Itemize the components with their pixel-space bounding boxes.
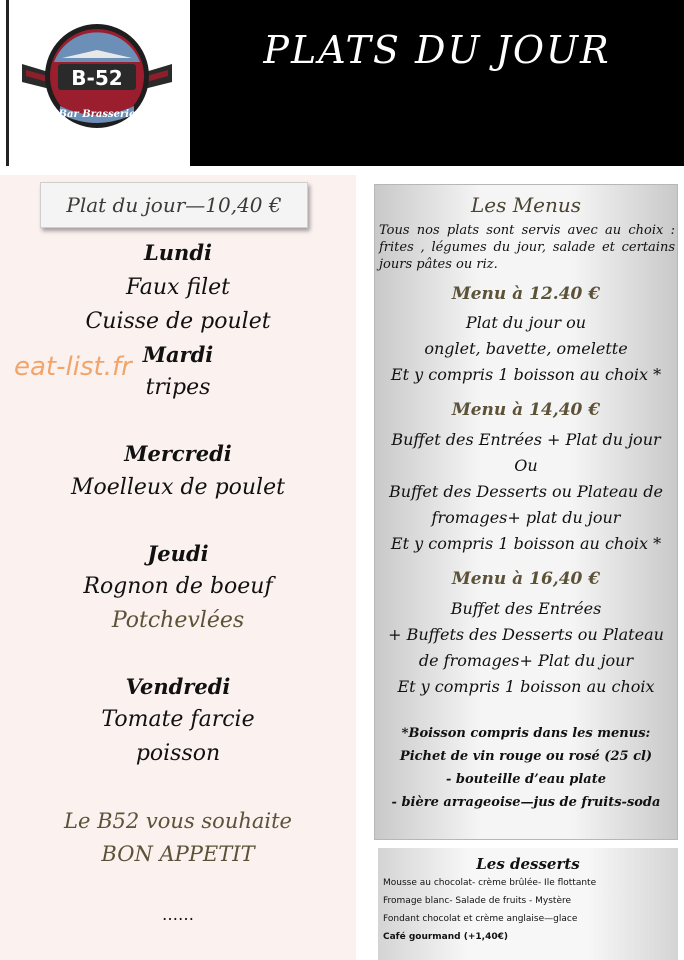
dish-mercredi-1: Moelleux de poulet [71,475,285,500]
menus-title: Les Menus [470,193,582,217]
menu-3-line-3: de fromages+ Plat du jour [418,651,634,670]
left-border [6,0,9,166]
day-vendredi: Vendredi [125,674,231,699]
menus-intro: Tous nos plats sont servis avec au choix : frites , légumes du jour, salade et certains jours pâtes ou riz. [379,223,675,272]
menu-2-heading: Menu à 14,40 € [451,400,601,420]
menu-2-line-2: Ou [514,456,538,475]
dish-jeudi-1: Rognon de boeuf [83,574,273,599]
menu-3-heading: Menu à 16,40 € [451,569,601,589]
menu-3-line-1: Buffet des Entrées [450,599,602,618]
closing-line-2: BON APPETIT [101,842,255,866]
header-banner [190,0,684,166]
logo-brand: B-52 [71,66,123,90]
drinks-note-2: Pichet de vin rouge ou rosé (25 cl) [399,749,653,764]
drinks-note-3: - bouteille d’eau plate [445,772,607,787]
menu-1-heading: Menu à 12.40 € [451,284,601,304]
dish-mardi-1: tripes [145,375,211,400]
menu-1-line-3: Et y compris 1 boisson au choix * [390,365,662,384]
page-title: PLATS DU JOUR [263,28,611,72]
dessert-line-4: Café gourmand (+1,40€) [383,932,508,942]
logo-subtitle: Bar Brasserie [58,109,136,120]
dessert-line-3: Fondant chocolat et crème anglaise—glace [383,914,578,924]
watermark: eat-list.fr [14,352,132,382]
drinks-note-1: *Boisson compris dans les menus: [401,726,651,741]
dish-jeudi-2: Potchevlées [111,608,245,633]
day-mercredi: Mercredi [124,441,232,466]
dish-lundi-1: Faux filet [125,275,231,300]
dish-vendredi-2: poisson [135,741,221,766]
dessert-line-2: Fromage blanc- Salade de fruits - Mystère [383,896,572,906]
menu-3-line-4: Et y compris 1 boisson au choix [397,677,655,696]
drinks-note-4: - bière arrageoise—jus de fruits-soda [391,795,661,810]
menu-3-line-2: + Buffets des Desserts ou Plateau [388,625,664,644]
menu-1-line-2: onglet, bavette, omelette [424,339,628,358]
menu-2-line-1: Buffet des Entrées + Plat du jour [391,430,661,449]
plat-du-jour-price: Plat du jour—10,40 € [40,182,308,228]
day-lundi: Lundi [144,240,212,265]
desserts-title: Les desserts [476,855,580,873]
b52-logo [22,14,172,144]
menu-2-line-4: fromages+ plat du jour [431,508,621,527]
menu-1-line-1: Plat du jour ou [465,313,587,332]
menu-2-line-5: Et y compris 1 boisson au choix * [390,534,662,553]
day-mardi: Mardi [142,342,214,367]
dessert-line-1: Mousse au chocolat- crème brûlée- Ile flottante [383,878,597,888]
dish-lundi-2: Cuisse de poulet [85,309,271,334]
closing-line-1: Le B52 vous souhaite [64,809,292,833]
dish-vendredi-1: Tomate farcie [101,707,255,732]
closing-dots: …… [162,905,194,924]
menu-2-line-3: Buffet des Desserts ou Plateau de [389,482,663,501]
day-jeudi: Jeudi [147,541,209,566]
